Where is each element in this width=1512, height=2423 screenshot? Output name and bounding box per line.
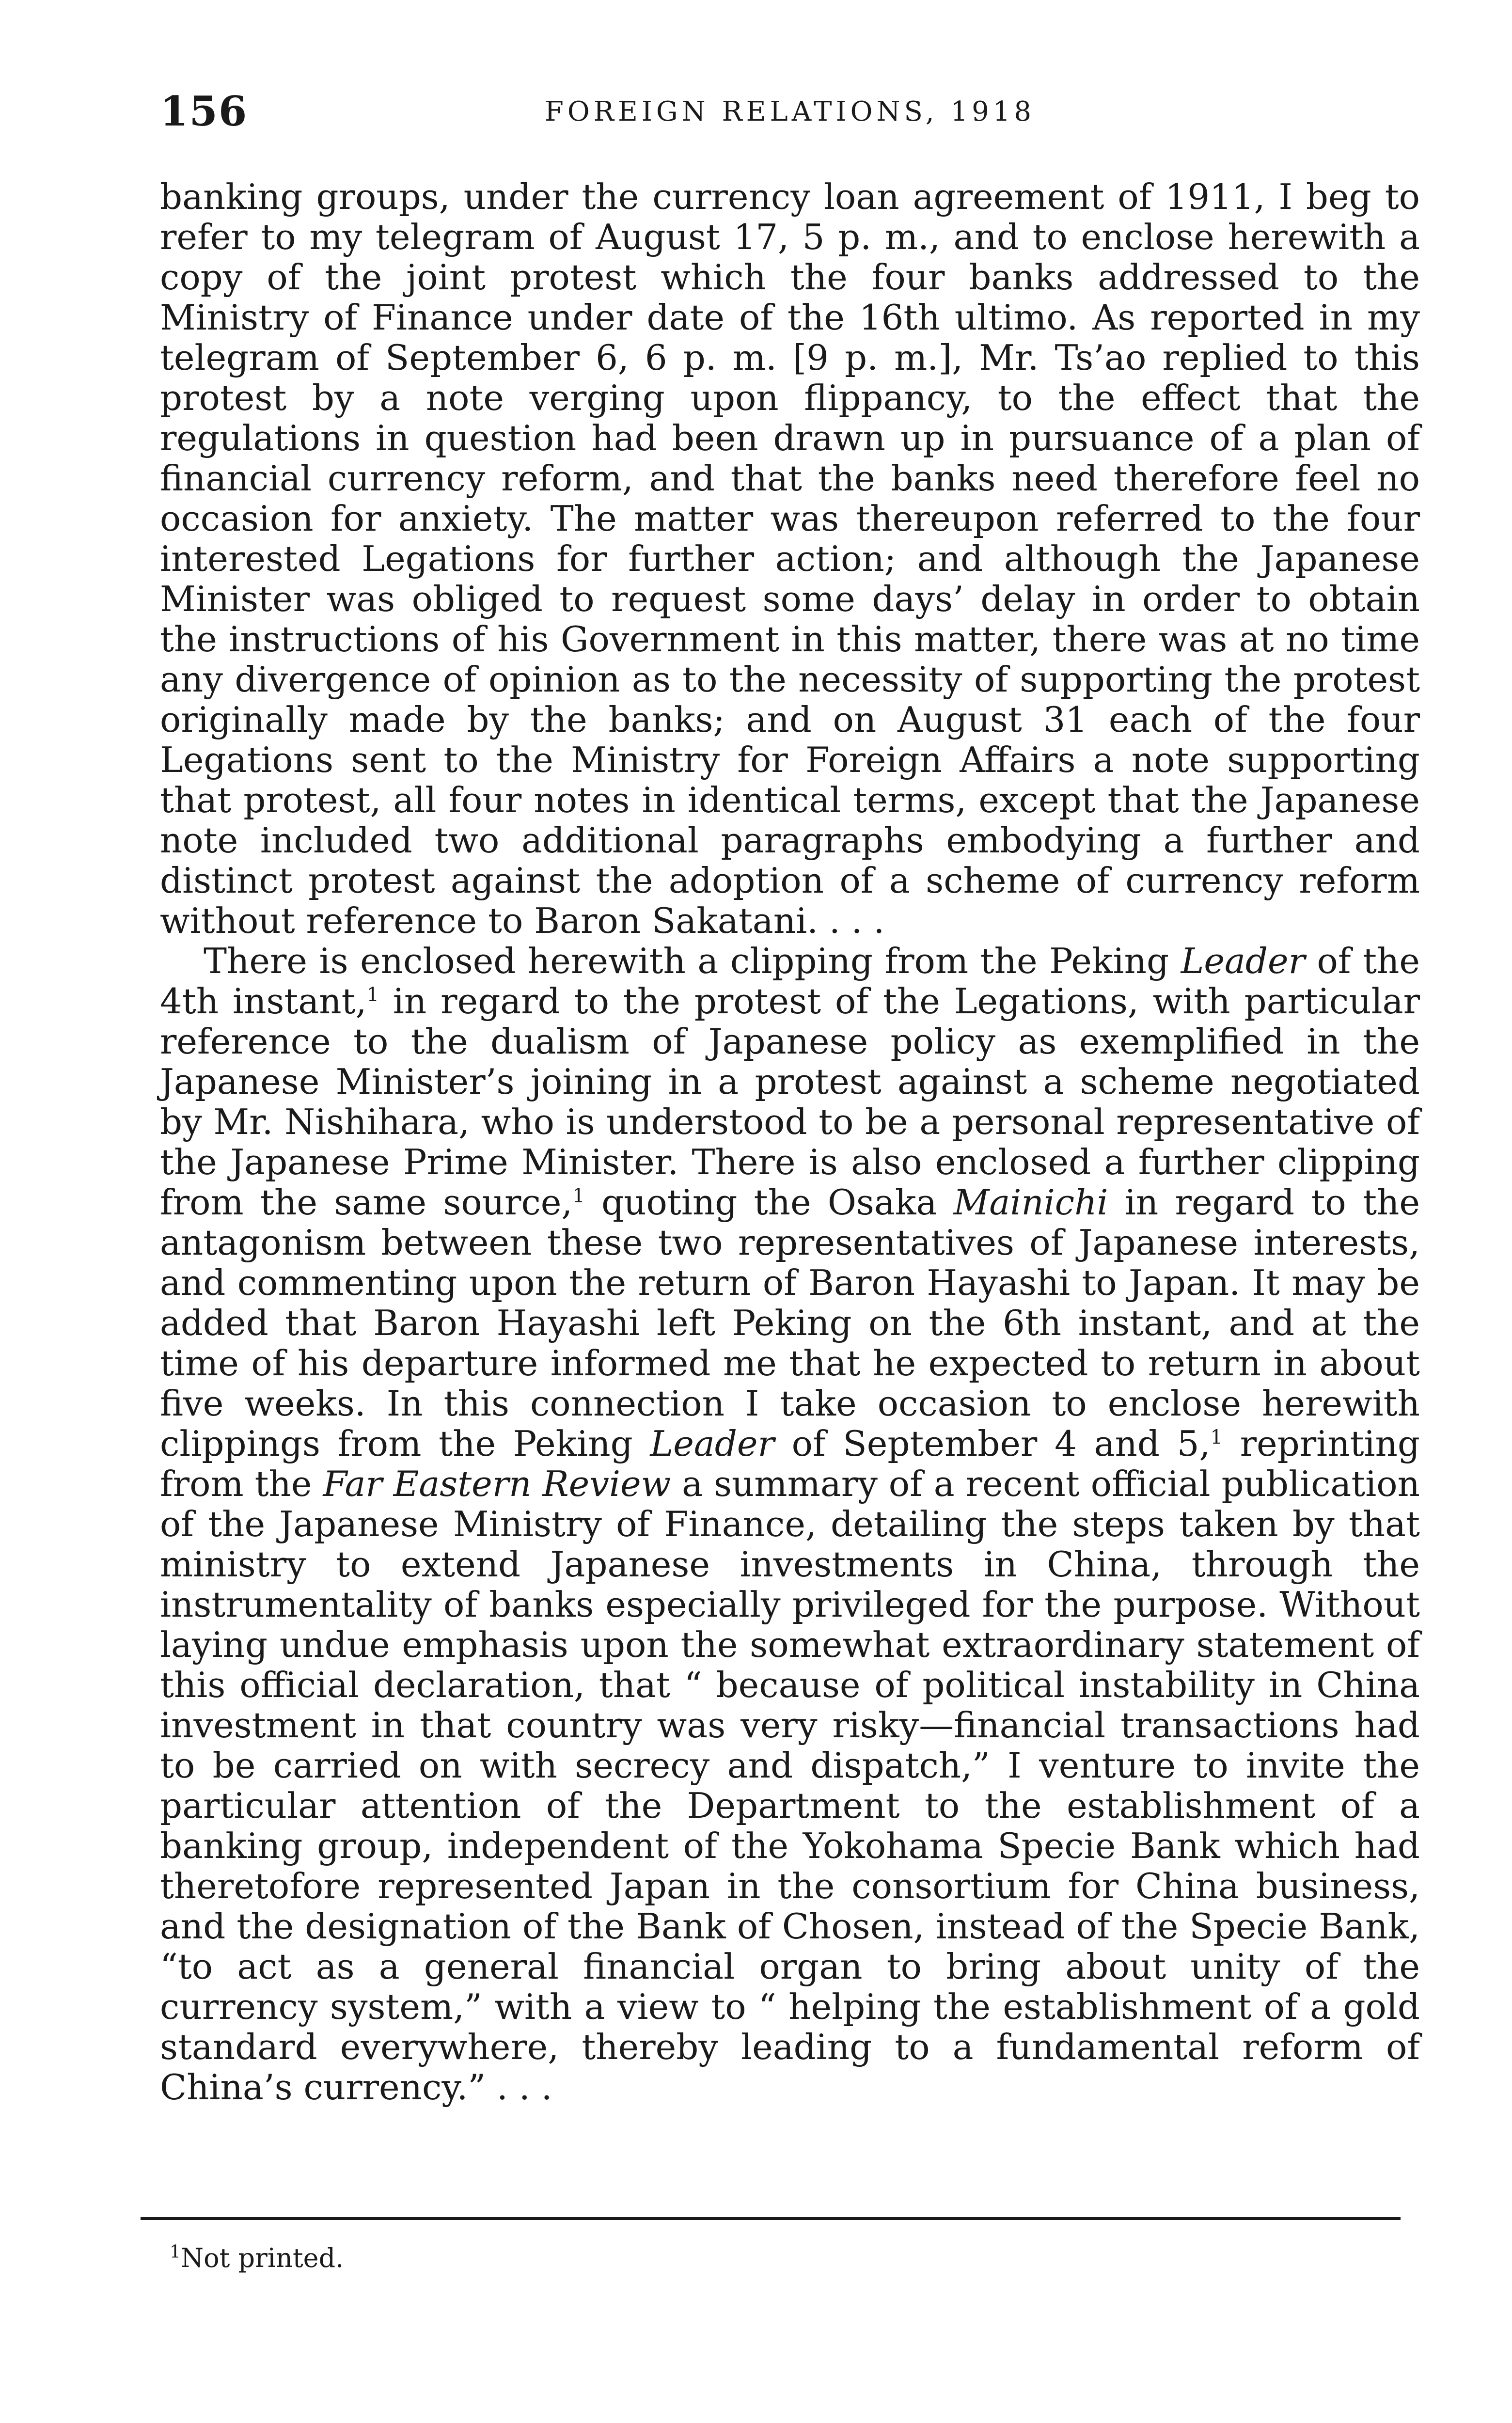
paragraph-2-text-3: in regard to the protest of the Legations, with particular reference to the dualism of Japanese policy as exemplified in the Japanese Minister’s joining in a protest against a scheme negotiated by Mr. Nishihara, who is understood to be a personal representative of the Japanese Prime Minister. There is also enclosed a further clipping from the same source, xyxy=(160,981,1420,1223)
publication-title-mainichi: Mainichi xyxy=(953,1182,1108,1223)
paragraph-2-text-7: reprinting from the xyxy=(160,1423,1420,1504)
footnote-marker: 1 xyxy=(572,1185,585,1207)
footnote-number: 1 xyxy=(170,2242,181,2262)
publication-title-peking-leader: Leader xyxy=(1181,941,1306,981)
paragraph-2-text-1: There is enclosed herewith a clipping from the Peking xyxy=(204,941,1181,981)
footnote-marker: 1 xyxy=(366,984,379,1006)
paragraph-2-text-4: quoting the Osaka xyxy=(584,1182,954,1223)
paragraph-2-text-2: of the 4th instant, xyxy=(160,941,1420,1022)
paragraph-1-text: banking groups, under the currency loan agreement of 1911, I beg to refer to my telegram of August 17, 5 p. m., and to enclose herewith a copy of the joint protest which the four banks addressed to the Ministry of Finance under date of the 16th ultimo. As reported in my telegram of September 6, 6 p. m. [9 p. m.], Mr. Ts’ao replied to this protest by a note verging upon flippancy, to the effect that the regulations in question had been drawn up in pursuance of a plan of financial currency reform, and that the banks need therefore feel no occasion for anxiety. The matter was thereupon referred to the four interested Legations for further action; and although the Japanese Minister was obliged to request some days’ delay in order to obtain the instructions of his Government in this matter, there was at no time any divergence of opinion as to the necessity of supporting the protest originally made by the banks; and on August 31 each of the four Legations sent to the Ministry for Foreign Affairs a note supporting that protest, all four notes in identical terms, except that the Japanese note included two additional paragraphs embodying a further and distinct protest against the adoption of a scheme of currency reform without reference to Baron Sakatani. . . . xyxy=(160,176,1420,941)
page-header xyxy=(160,87,1420,141)
footnote xyxy=(170,2241,344,2275)
running-title: FOREIGN RELATIONS, 1918 xyxy=(545,96,1035,127)
footnote-text: Not printed. xyxy=(180,2243,344,2273)
page-number: 156 xyxy=(160,87,248,135)
paragraph-2-text-6: of September 4 and 5, xyxy=(774,1423,1211,1464)
body-text xyxy=(160,177,1420,2108)
publication-title-peking-leader: Leader xyxy=(650,1423,774,1464)
paragraph-2-text-8: a summary of a recent official publication of the Japanese Ministry of Finance, detailing the steps taken by that ministry to extend Japanese investments in China, through the instrumentality of banks especially privileged for the purpose. Without laying undue emphasis upon the somewhat extraordinary statement of this official declaration, that “ because of political instability in China investment in that country was very risky—financial transactions had to be carried on with secrecy and dispatch,” I venture to invite the particular attention of the Department to the establishment of a banking group, independent of the Yokohama Specie Bank which had theretofore represented Japan in the consortium for China business, and the designation of the Bank of Chosen, instead of the Specie Bank, “to act as a general financial organ to bring about unity of the currency system,” with a view to “ helping the establishment of a gold standard everywhere, thereby leading to a fundamental reform of China’s currency.” . . . xyxy=(160,1463,1420,2108)
paragraph-2-text-5: in regard to the antagonism between these two representatives of Japanese interests, and commenting upon the return of Baron Hayashi to Japan. It may be added that Baron Hayashi left Peking on the 6th instant, and at the time of his departure informed me that he expected to return in about five weeks. In this connection I take occasion to enclose herewith clippings from the Peking xyxy=(160,1182,1420,1464)
footnote-marker: 1 xyxy=(1210,1426,1223,1448)
paragraph-2 xyxy=(160,941,1420,2108)
paragraph-1 xyxy=(160,177,1420,941)
footnote-divider xyxy=(141,2217,1401,2220)
publication-title-far-eastern-review: Far Eastern Review xyxy=(323,1463,671,1504)
